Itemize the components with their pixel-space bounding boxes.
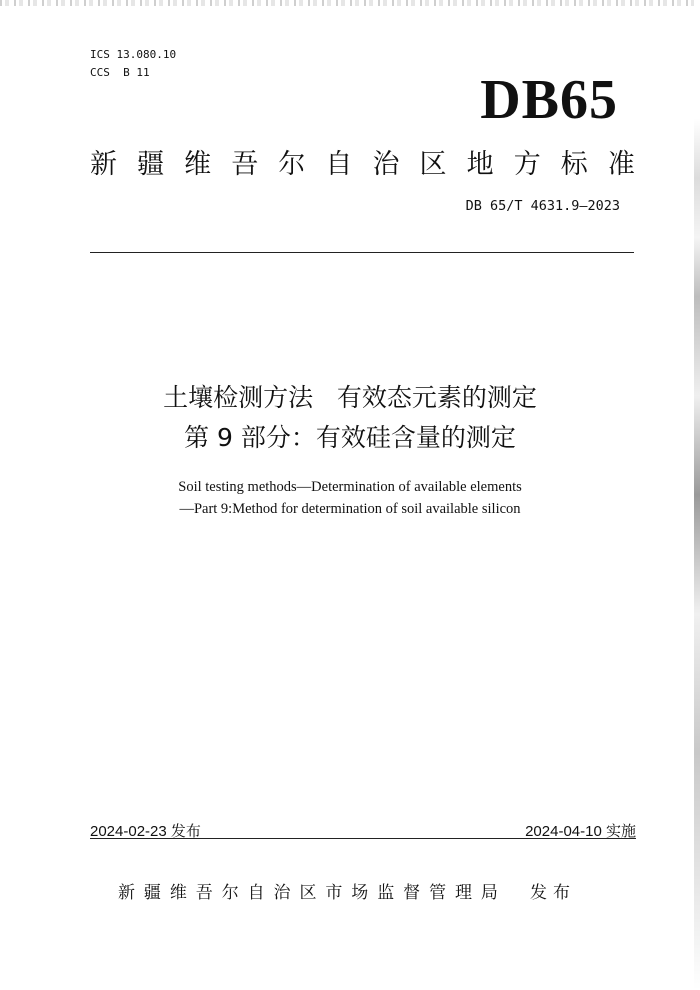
char: 地 — [466, 149, 494, 180]
classification-codes — [90, 46, 176, 82]
chinese-title — [0, 378, 700, 458]
standard-logo: DB65 — [480, 69, 618, 131]
ccs-code: CCS B 11 — [90, 66, 150, 79]
english-title-line1: Soil testing methods—Determination of available elements — [178, 479, 522, 495]
bottom-divider — [90, 838, 636, 839]
char: 监 — [377, 883, 395, 903]
char: 局 — [480, 883, 498, 903]
issuing-authority — [118, 878, 498, 903]
implementation-date: 2024-04-10 实施 — [525, 823, 636, 840]
char: 发 — [530, 883, 547, 903]
standard-number: DB 65/T 4631.9—2023 — [465, 198, 620, 214]
char: 标 — [560, 149, 588, 180]
char: 自 — [247, 883, 265, 903]
char: 布 — [553, 883, 570, 903]
chinese-title-line1: 土壤检测方法 有效态元素的测定 — [163, 383, 537, 412]
char: 新 — [118, 883, 135, 903]
scan-edge-top — [0, 0, 700, 6]
char: 管 — [429, 883, 447, 903]
char: 吾 — [231, 149, 259, 180]
char: 新 — [90, 149, 117, 180]
char: 治 — [372, 149, 400, 180]
char: 疆 — [143, 883, 161, 903]
char: 区 — [299, 883, 317, 903]
char: 区 — [419, 149, 447, 180]
issue-label — [530, 878, 570, 903]
char: 督 — [403, 883, 421, 903]
char: 场 — [351, 883, 369, 903]
char: 疆 — [137, 149, 165, 180]
chinese-title-line2: 第 9 部分：有效硅含量的测定 — [184, 423, 516, 452]
char: 吾 — [195, 883, 213, 903]
char: 方 — [513, 149, 541, 180]
char: 尔 — [278, 149, 306, 180]
english-title — [0, 476, 700, 520]
char: 理 — [454, 883, 472, 903]
char: 准 — [607, 149, 635, 180]
char: 尔 — [221, 883, 239, 903]
issue-date: 2024-02-23 发布 — [90, 823, 201, 840]
char: 自 — [325, 149, 353, 180]
top-divider — [90, 252, 634, 253]
ics-code: ICS 13.080.10 — [90, 48, 177, 61]
char: 市 — [325, 883, 343, 903]
char: 维 — [184, 149, 212, 180]
char: 治 — [273, 883, 291, 903]
char: 维 — [169, 883, 187, 903]
english-title-line2: —Part 9:Method for determination of soil available silicon — [179, 501, 521, 517]
standard-category — [90, 142, 635, 181]
